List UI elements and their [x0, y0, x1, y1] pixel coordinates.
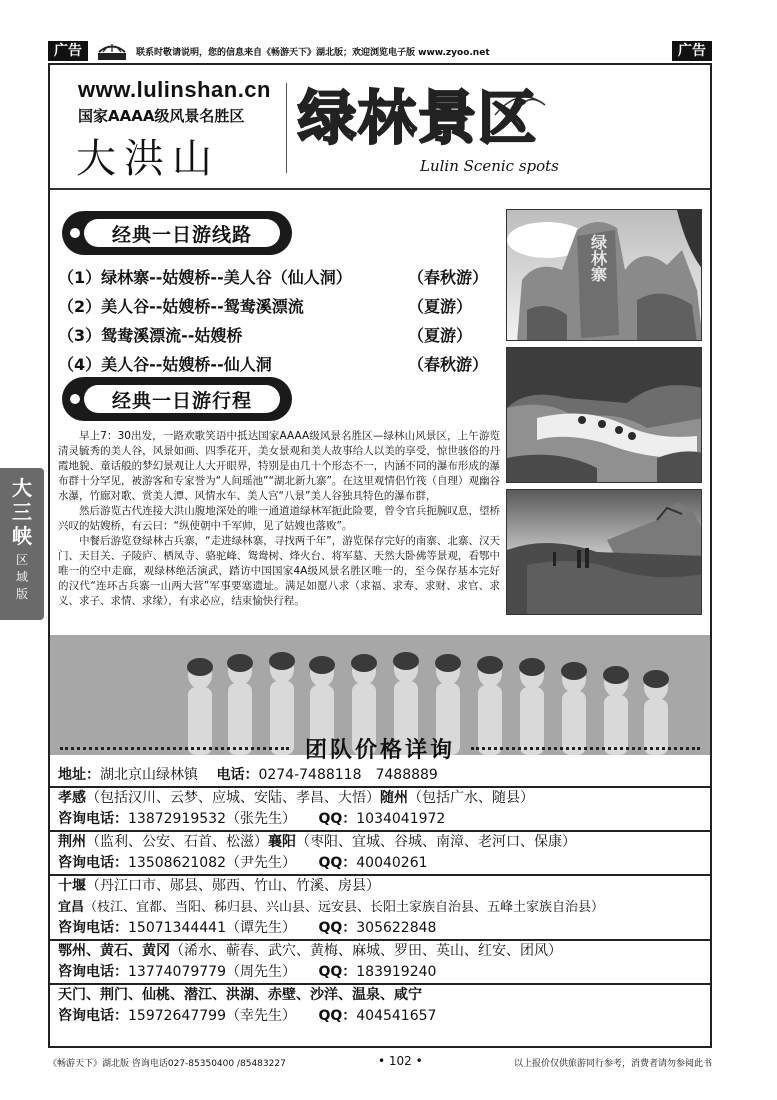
price-heading-text: 团队价格详询: [305, 737, 456, 763]
side-char: 三: [12, 500, 32, 524]
side-char: 域: [15, 570, 28, 584]
consult-row: [50, 853, 710, 874]
consult-phone: 13872919532（张先生）: [128, 811, 296, 827]
website-url[interactable]: www.lulinshan.cn: [78, 77, 271, 102]
route-season: （春秋游）: [408, 268, 489, 287]
phone-value: 0274-7488118 7488889: [258, 767, 438, 783]
region-name: 天门、荆门、仙桃、潜江、洪湖、赤壁、沙洋、温泉、咸宁: [58, 987, 422, 1003]
region-name: 襄阳: [268, 834, 296, 850]
region-row: [50, 985, 710, 1006]
region-name: 宜昌: [58, 900, 85, 915]
route-path: 绿林寨--姑嫂桥--美人谷（仙人洞）: [101, 268, 352, 287]
qq-number: 305622848: [356, 920, 437, 936]
region-name: 荆州: [58, 834, 86, 850]
price-heading: [50, 733, 710, 763]
region-detail: （浠水、蕲春、武穴、黄梅、麻城、罗田、英山、红安、团风）: [170, 943, 562, 959]
bullet-icon: [70, 394, 80, 404]
route-path: 鸳鸯溪漂流--姑嫂桥: [101, 326, 243, 345]
route-number: （4）: [58, 355, 102, 374]
itinerary-text: [58, 429, 500, 609]
region-name: 孝感: [58, 790, 86, 806]
route-season: （夏游）: [408, 326, 473, 345]
region-row: [50, 788, 710, 809]
region-name: 十堰: [58, 878, 86, 894]
route-path: 美人谷--姑嫂桥--仙人洞: [101, 355, 272, 374]
region-side-tab: [0, 468, 44, 620]
publication-logo: [94, 41, 130, 61]
rock-inscription: 绿林寨: [588, 234, 608, 282]
source-notice: 联系时敬请说明，您的信息来自《畅游天下》湖北版；欢迎浏览电子版 www.zyoo.net: [136, 47, 490, 58]
qq-label: QQ：: [318, 964, 357, 980]
footer-contact: 《畅游天下》湖北版 咨询电话027-85350400 /85483227: [48, 1059, 286, 1069]
address-label: 地址：: [58, 767, 100, 783]
qq-label: QQ：: [318, 855, 357, 871]
consult-phone: 13774079779（周先生）: [128, 964, 296, 980]
route-list: [58, 265, 508, 381]
qq-label: QQ：: [318, 1008, 357, 1024]
region-detail: （丹江口市、郧县、郧西、竹山、竹溪、房县）: [86, 878, 380, 894]
advert-header: [50, 65, 710, 190]
mountain-name: 大洪山: [76, 136, 220, 182]
region-detail: （包括汉川、云梦、应城、安陆、孝昌、大悟）: [86, 790, 380, 806]
side-char: 版: [15, 587, 28, 601]
route-season: （春秋游）: [408, 355, 489, 374]
region-row: [50, 832, 710, 853]
route-number: （1）: [58, 268, 102, 287]
page-number: • 102 •: [378, 1054, 423, 1068]
consult-phone: 13508621082（尹先生）: [128, 855, 296, 871]
consult-row: [50, 1006, 710, 1027]
side-char: 大: [12, 476, 32, 500]
side-tab-title: [0, 468, 44, 548]
rock-gate-photo: [506, 209, 702, 341]
contact-table: [50, 765, 710, 1027]
ad-label-right: 广告: [672, 41, 712, 61]
brand-subtitle: Lulin Scenic spots: [420, 157, 559, 175]
consult-label: 咨询电话：: [58, 920, 128, 936]
route-season: （夏游）: [408, 297, 473, 316]
advert-frame: [48, 63, 712, 1048]
phone-label: 电话：: [216, 767, 259, 783]
routes-heading: [62, 211, 292, 255]
route-number: （3）: [58, 326, 102, 345]
bullet-icon: [70, 228, 80, 238]
dotted-rule-right: [471, 747, 700, 750]
side-tab-subtitle: [0, 552, 44, 603]
route-item: [58, 265, 508, 294]
header-divider: [286, 83, 287, 173]
region-detail: （枝江、宜都、当阳、秭归县、兴山县、远安县、长阳土家族自治县、五峰土家族自治县）: [84, 900, 605, 915]
consult-row: [50, 809, 710, 830]
region-name: 随州: [380, 790, 408, 806]
rafting-photo: [506, 347, 702, 483]
brand-title: 绿林景区: [298, 84, 539, 152]
region-row: [50, 897, 710, 918]
qq-number: 404541657: [356, 1008, 437, 1024]
route-item: [58, 294, 508, 323]
footer-disclaimer: 以上报价仅供旅游同行参考，消费者请勿参阅此书: [513, 1059, 712, 1069]
qq-number: 1034041972: [356, 811, 446, 827]
consult-row: [50, 962, 710, 983]
side-char: 峡: [12, 524, 32, 548]
routes-heading-text: 经典一日游线路: [84, 219, 280, 247]
consult-label: 咨询电话：: [58, 811, 128, 827]
scenic-grade: 国家AAAA级风景名胜区: [78, 107, 245, 125]
side-char: 区: [15, 553, 28, 567]
region-detail: （包括广水、随县）: [408, 790, 534, 806]
page-footer: [48, 1054, 712, 1072]
region-detail: （监利、公安、石首、松滋）: [86, 834, 268, 850]
fortress-photo: [506, 489, 702, 615]
qq-label: QQ：: [318, 920, 357, 936]
route-path: 美人谷--姑嫂桥--鸳鸯溪漂流: [101, 297, 304, 316]
consult-label: 咨询电话：: [58, 855, 128, 871]
qq-label: QQ：: [318, 811, 357, 827]
ad-label-left: 广告: [48, 41, 88, 61]
address-row: [50, 765, 710, 786]
itinerary-paragraph: 中餐后游览登绿林古兵寨，“走进绿林寨，寻找两千年”，游览保存完好的南寨、北寨、汉天门、天目关、子陵庐、栖凤寺、骆驼峰、鸳鸯树、烽火台、将军墓、天然大卧佛等景观，看鄂中唯一的空中走廊，观绿林绝活演武，踏访中国国家4A级风景名胜区唯一的，至今保存基本完好的汉代“连环古兵寨一山两大营”军事要塞遗址。满足如愿八求（求福、求寿、求财、求官、求义、求子、求情、求缘），有求必应，结束愉快行程。: [58, 535, 500, 607]
region-row: [50, 876, 710, 897]
logo-icon: [95, 41, 129, 61]
itinerary-heading: [62, 377, 292, 421]
consult-row: [50, 918, 710, 939]
itinerary-paragraph: 然后游览古代连接大洪山腹地深处的唯一通道道绿林军扼此险要，曾令官兵扼腕叹息，望桥兴叹的姑嫂桥，有云曰：“纵使朝中千军帅，见了姑嫂也落败”。: [58, 505, 500, 532]
route-number: （2）: [58, 297, 102, 316]
itinerary-heading-text: 经典一日游行程: [84, 385, 280, 413]
itinerary-paragraph: 早上7：30出发，一路欢歌笑语中抵达国家AAAA级风景名胜区—绿林山风景区，上午游览清灵毓秀的美人谷，风景如画、四季花开，美女景观和美人故事给人以美的享受，惊世骇俗的丹霞地貌、童话般的梦幻景观让人大开眼界，特别是由几十个形态不一，内涵不同的瀑布形成的瀑布群十分罕见，被游客和专家誉为“人间瑶池”“湖北新九寨”。在这里观情侣竹筏（自理）观幽谷水瀑，竹廊对歌、赏美人潭、风情水车、美人宫“八景”美人谷独具特色的瀑布群，: [58, 430, 500, 502]
consult-label: 咨询电话：: [58, 964, 128, 980]
address-value: 湖北京山绿林镇: [100, 767, 198, 783]
top-bar: [48, 40, 712, 62]
dotted-rule-left: [60, 747, 289, 750]
region-detail: （枣阳、宜城、谷城、南漳、老河口、保康）: [296, 834, 576, 850]
consult-label: 咨询电话：: [58, 1008, 128, 1024]
qq-number: 40040261: [356, 855, 428, 871]
consult-phone: 15071344441（谭先生）: [128, 920, 296, 936]
region-name: 鄂州、黄石、黄冈: [58, 943, 170, 959]
region-row: [50, 941, 710, 962]
qq-number: 183919240: [356, 964, 437, 980]
consult-phone: 15972647799（幸先生）: [128, 1008, 296, 1024]
route-item: [58, 323, 508, 352]
